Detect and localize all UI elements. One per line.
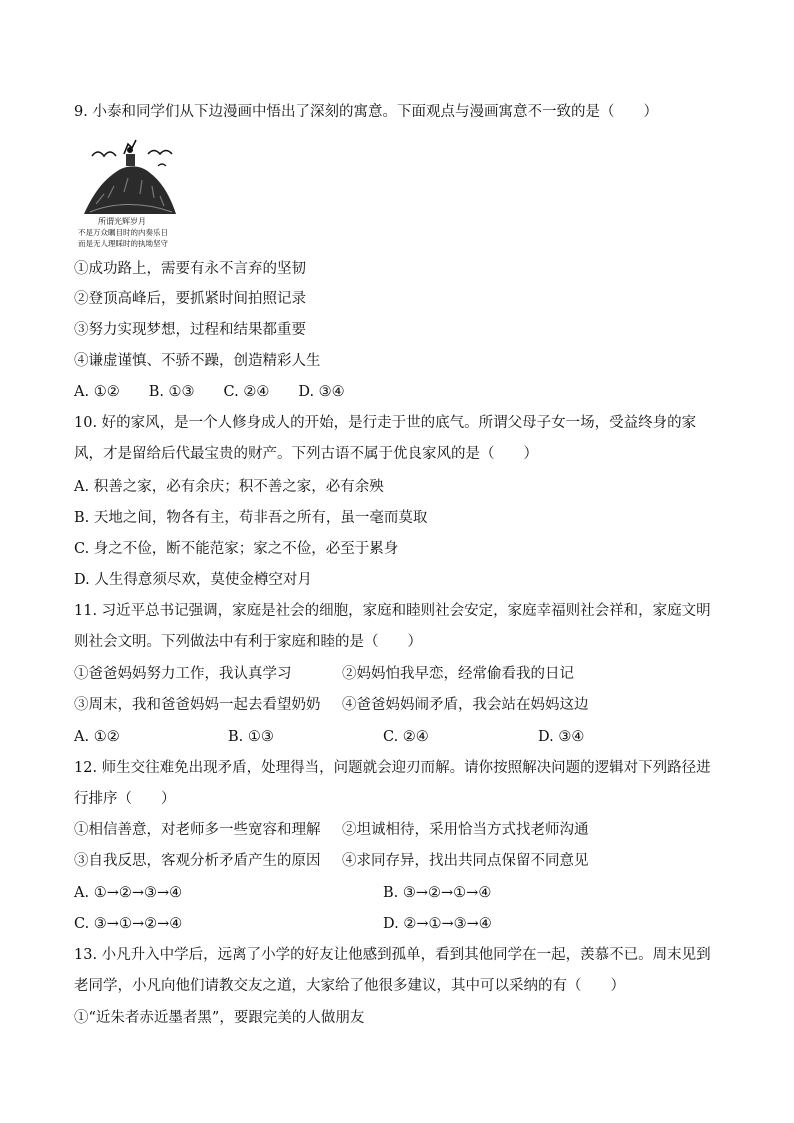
q12-answer-d: D. ②→①→③→④ xyxy=(383,916,492,932)
q12-answer-c: C. ③→①→②→④ xyxy=(74,916,183,932)
q10-option-b: B. 天地之间，物各有主，苟非吾之所有，虽一毫而莫取 xyxy=(74,510,428,526)
q12-option-3: ③自我反思，客观分析矛盾产生的原因 xyxy=(74,853,321,869)
q11-answer-b: B. ①③ xyxy=(228,729,274,745)
q12-option-2: ②坦诚相待，采用恰当方式找老师沟通 xyxy=(342,822,589,838)
q11-option-1: ①爸爸妈妈努力工作，我认真学习 xyxy=(74,666,292,682)
q12-option-1: ①相信善意，对老师多一些宽容和理解 xyxy=(74,822,321,838)
q10-option-c: C. 身之不俭，断不能范家；家之不俭，必至于累身 xyxy=(74,541,399,557)
q11-option-2: ②妈妈怕我早恋，经常偷看我的日记 xyxy=(342,666,574,682)
q10-option-d: D. 人生得意须尽欢，莫使金樽空对月 xyxy=(74,572,312,588)
cartoon-caption-1: 所谓光辉岁月 xyxy=(98,217,146,226)
q9-stem: 9. 小泰和同学们从下边漫画中悟出了深刻的寓意。下面观点与漫画寓意不一致的是（ ） xyxy=(74,104,658,120)
cartoon-caption-3: 而是无人理睬时的执坳坚守 xyxy=(78,239,168,248)
q11-stem: 11. 习近平总书记强调，家庭是社会的细胞，家庭和睦则社会安定，家庭幸福则社会祥和，家庭文明则社会文明。下列做法中有利于家庭和睦的是（ ） xyxy=(74,603,711,650)
q13-stem: 13. 小凡升入中学后，远离了小学的好友让他感到孤单，看到其他同学在一起，羡慕不已。周末见到老同学，小凡向他们请教交友之道，大家给了他很多建议，其中可以采纳的有（ ） xyxy=(74,947,711,994)
q12-answer-a: A. ①→②→③→④ xyxy=(74,885,183,901)
q12-answer-b: B. ③→②→①→④ xyxy=(383,885,492,901)
q11-answer-a: A. ①② xyxy=(74,729,120,745)
q12-stem: 12. 师生交往难免出现矛盾，处理得当，问题就会迎刃而解。请你按照解决问题的逻辑对下列路径进行排序（ ） xyxy=(74,760,711,807)
q9-answers: A. ①② B. ①③ C. ②④ D. ③④ xyxy=(74,384,345,400)
q12-option-4: ④求同存异，找出共同点保留不同意见 xyxy=(342,853,589,869)
q10-option-a: A. 积善之家，必有余庆；积不善之家，必有余殃 xyxy=(74,479,384,495)
q11-answer-c: C. ②④ xyxy=(383,729,429,745)
cartoon-image xyxy=(74,132,192,250)
q9-option-1: ①成功路上，需要有永不言弃的坚韧 xyxy=(74,261,306,277)
q10-stem: 10. 好的家风，是一个人修身成人的开始，是行走于世的底气。所谓父母子女一场，受益终身的家风，才是留给后代最宝贵的财产。下列古语不属于优良家风的是（ ） xyxy=(74,415,697,462)
q11-answer-d: D. ③④ xyxy=(538,729,585,745)
q9-option-3: ③努力实现梦想，过程和结果都重要 xyxy=(74,322,306,338)
q9-option-4: ④谦虚谨慎、不骄不躁，创造精彩人生 xyxy=(74,353,321,369)
q11-option-4: ④爸爸妈妈闹矛盾，我会站在妈妈这边 xyxy=(342,697,589,713)
q13-option-1: ①“近朱者赤近墨者黑”，要跟完美的人做朋友 xyxy=(74,1010,365,1026)
cartoon-caption-2: 不是万众瞩目时的内奏乐日 xyxy=(78,228,168,237)
q9-option-2: ②登顶高峰后，要抓紧时间拍照记录 xyxy=(74,291,306,307)
q11-option-3: ③周末，我和爸爸妈妈一起去看望奶奶 xyxy=(74,697,321,713)
